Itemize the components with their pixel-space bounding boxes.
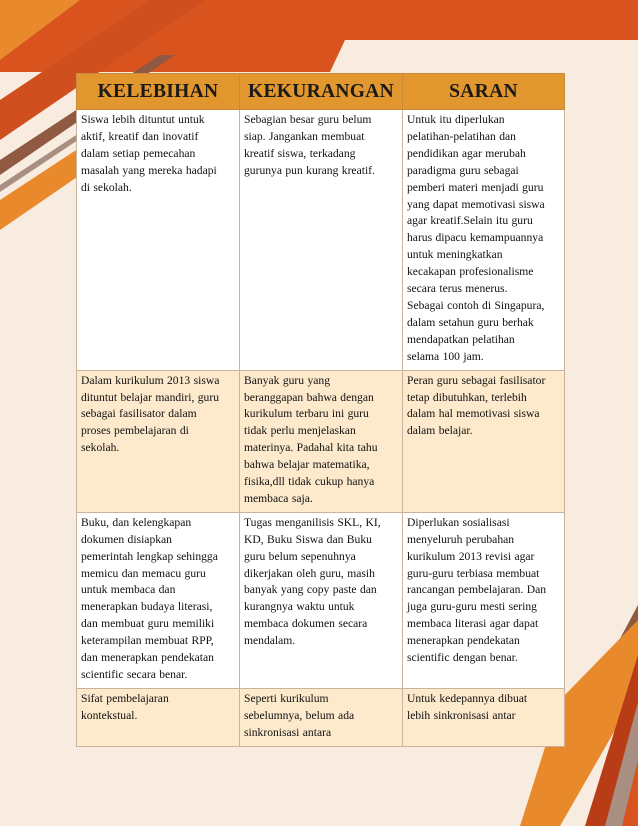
table-row bbox=[77, 512, 565, 688]
cell-saran: Untuk itu diperlukan pelatihan-pelatihan dan pendidikan agar merubah paradigma guru sebagai pemberi materi menjadi guru yang dapat memotivasi siswa agar kreatif.Selain itu guru harus dipacu kemampuannya untuk meningkatkan kecakapan profesionalisme secara terus menerus. Sebagai contoh di Singapura, dalam setahun guru berhak mendapatkan pelatihan selama 100 jam. bbox=[403, 110, 565, 371]
comparison-table bbox=[76, 73, 565, 747]
cell-saran: Diperlukan sosialisasi menyeluruh perubahan kurikulum 2013 revisi agar guru-guru terbiasa membuat rancangan pembelajaran. Dan juga guru-guru mesti sering membaca literasi agar dapat menerapkan pendekatan scientific dengan benar. bbox=[403, 512, 565, 688]
header-saran: SARAN bbox=[403, 74, 565, 110]
cell-saran: Peran guru sebagai fasilisator tetap dibutuhkan, terlebih dalam hal memotivasi siswa dalam belajar. bbox=[403, 370, 565, 512]
cell-kelebihan: Dalam kurikulum 2013 siswa dituntut belajar mandiri, guru sebagai fasilisator dalam proses pembelajaran di sekolah. bbox=[77, 370, 240, 512]
cell-kekurangan: Banyak guru yang beranggapan bahwa dengan kurikulum terbaru ini guru tidak perlu menjelaskan materinya. Padahal kita tahu bahwa belajar matematika, fisika,dll tidak cukup hanya membaca saja. bbox=[240, 370, 403, 512]
cell-kekurangan: Sebagian besar guru belum siap. Jangankan membuat kreatif siswa, terkadang gurunya pun kurang kreatif. bbox=[240, 110, 403, 371]
header-kelebihan: KELEBIHAN bbox=[77, 74, 240, 110]
cell-kelebihan: Buku, dan kelengkapan dokumen disiapkan pemerintah lengkap sehingga memicu dan memacu guru untuk membaca dan menerapkan budaya literasi, dan membuat guru memiliki keterampilan membuat RPP, dan menerapkan pendekatan scientific secara benar. bbox=[77, 512, 240, 688]
header-kekurangan: KEKURANGAN bbox=[240, 74, 403, 110]
cell-kelebihan: Siswa lebih dituntut untuk aktif, kreatif dan inovatif dalam setiap pemecahan masalah yang mereka hadapi di sekolah. bbox=[77, 110, 240, 371]
table-row bbox=[77, 370, 565, 512]
cell-kekurangan: Tugas menganilisis SKL, KI, KD, Buku Siswa dan Buku guru belum sepenuhnya dikerjakan oleh guru, masih banyak yang copy paste dan kurangnya waktu untuk membaca dokumen secara mendalam. bbox=[240, 512, 403, 688]
cell-kelebihan: Sifat pembelajaran kontekstual. bbox=[77, 688, 240, 746]
cell-kekurangan: Seperti kurikulum sebelumnya, belum ada sinkronisasi antara bbox=[240, 688, 403, 746]
table-header-row bbox=[77, 74, 565, 110]
table-row bbox=[77, 688, 565, 746]
cell-saran: Untuk kedepannya dibuat lebih sinkronisasi antar bbox=[403, 688, 565, 746]
table-row bbox=[77, 110, 565, 371]
